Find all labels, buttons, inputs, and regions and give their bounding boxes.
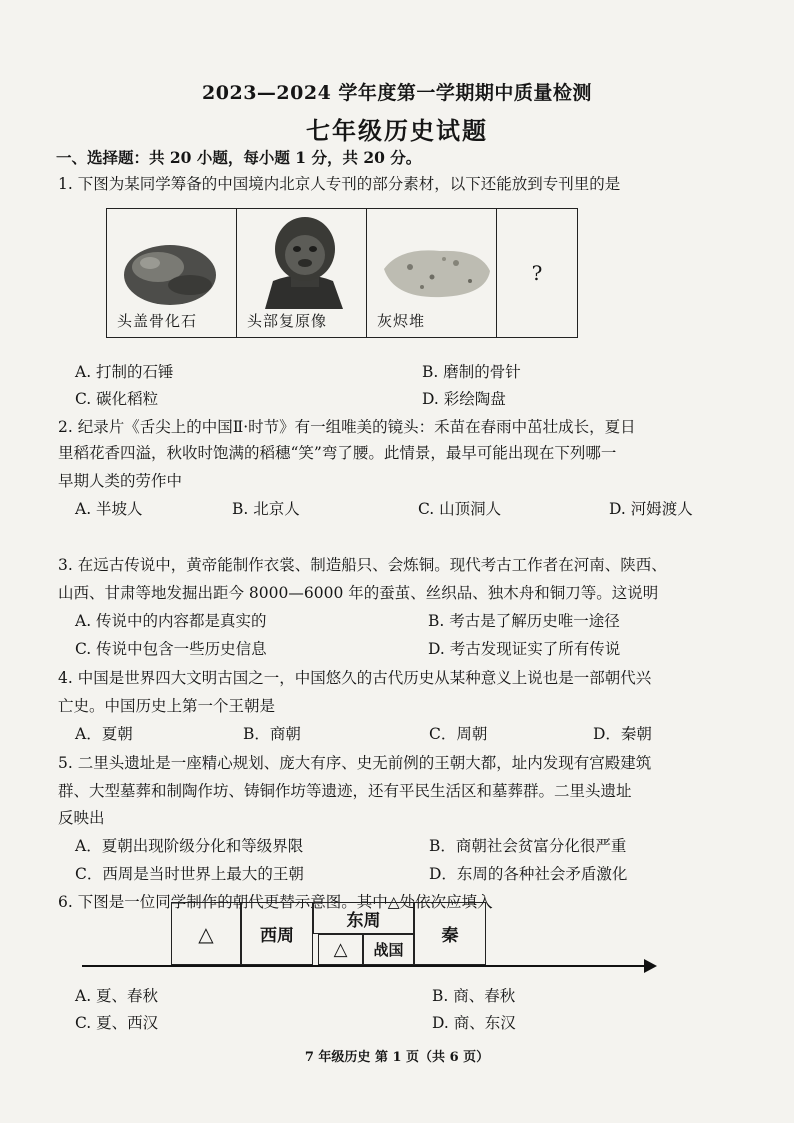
q1-picture-table <box>106 208 578 338</box>
q2-option-a: A. 半坡人 <box>75 500 143 518</box>
q4-stem-line1: 4. 中国是世界四大文明古国之一，中国悠久的古代历史从某种意义上说也是一部朝代兴 <box>58 669 652 687</box>
caption-skull-fossil: 头盖骨化石 <box>117 312 198 330</box>
q3-option-b: B. 考古是了解历史唯一途径 <box>428 612 620 630</box>
exam-subtitle: 七年级历史试题 <box>306 116 488 145</box>
q3-option-a: A. 传说中的内容都是真实的 <box>75 612 267 630</box>
exam-title: 2023—2024 学年度第一学期期中质量检测 <box>202 82 592 104</box>
skull-fossil-image <box>110 223 240 318</box>
q1-option-d: D. 彩绘陶盘 <box>422 390 506 408</box>
ash-heap-image <box>370 229 500 319</box>
q2-option-c: C. 山顶洞人 <box>418 500 502 518</box>
q5-option-a: A．夏朝出现阶级分化和等级界限 <box>75 837 304 855</box>
q6-option-d: D. 商、东汉 <box>432 1014 516 1032</box>
caption-head-reconstruction: 头部复原像 <box>247 312 328 330</box>
ash-heap-cell <box>367 209 497 337</box>
q2-stem-line3: 早期人类的劳作中 <box>58 472 183 490</box>
q3-option-c: C. 传说中包含一些历史信息 <box>75 640 267 658</box>
q6-option-c: C. 夏、西汉 <box>75 1014 159 1032</box>
q6-stem: 6. 下图是一位同学制作的朝代更替示意图。其中△处依次应填入 <box>58 893 493 911</box>
q5-option-c: C．西周是当时世界上最大的王朝 <box>75 865 304 883</box>
q2-option-d: D. 河姆渡人 <box>609 500 693 518</box>
q5-stem-line2: 群、大型墓葬和制陶作坊、铸铜作坊等遗迹，还有平民生活区和墓葬群。二里头遗址 <box>58 782 632 800</box>
timeline-blank-1: △ <box>171 902 241 965</box>
q4-option-c: C．周朝 <box>429 725 488 743</box>
q1-stem: 1. 下图为某同学筹备的中国境内北京人专刊的部分素材，以下还能放到专刊里的是 <box>58 175 621 193</box>
q1-option-a: A. 打制的石锤 <box>75 363 174 381</box>
q4-option-d: D．秦朝 <box>593 725 652 743</box>
q6-option-a: A. 夏、春秋 <box>75 987 159 1005</box>
timeline-axis <box>82 965 648 967</box>
q1-option-b: B. 磨制的骨针 <box>422 363 521 381</box>
q3-stem-line1: 3. 在远古传说中，黄帝能制作衣裳、制造船只、会炼铜。现代考古工作者在河南、陕西、 <box>58 556 667 574</box>
q1-option-c: C. 碳化稻粒 <box>75 390 159 408</box>
q4-stem-line2: 亡史。中国历史上第一个王朝是 <box>58 697 276 715</box>
timeline-xizhou: 西周 <box>241 902 313 965</box>
q3-stem-line2: 山西、甘肃等地发掘出距今 8000—6000 年的蚕茧、丝织品、独木舟和铜刀等。这说明 <box>58 584 659 602</box>
page-footer: 7 年级历史 第 1 页（共 6 页） <box>304 1050 490 1065</box>
q2-option-b: B. 北京人 <box>232 500 300 518</box>
head-reconstruction-image <box>243 211 363 311</box>
q5-option-b: B．商朝社会贫富分化很严重 <box>429 837 627 855</box>
q3-option-d: D. 考古发现证实了所有传说 <box>428 640 621 658</box>
unknown-item-cell <box>497 209 577 337</box>
q4-option-b: B．商朝 <box>243 725 301 743</box>
timeline-blank-2: △ <box>318 934 363 965</box>
section-heading: 一、选择题：共 20 小题，每小题 1 分，共 20 分。 <box>56 148 422 167</box>
timeline-zhanguo: 战国 <box>363 934 414 965</box>
q5-stem-line1: 5. 二里头遗址是一座精心规划、庞大有序、史无前例的王朝大都，址内发现有宫殿建筑 <box>58 754 652 772</box>
timeline-qin: 秦 <box>414 902 486 965</box>
head-reconstruction-cell <box>237 209 367 337</box>
q5-option-d: D．东周的各种社会矛盾激化 <box>429 865 628 883</box>
caption-ash-heap: 灰烬堆 <box>377 312 426 330</box>
q6-option-b: B. 商、春秋 <box>432 987 516 1005</box>
q2-stem-line1: 2. 纪录片《舌尖上的中国Ⅱ·时节》有一组唯美的镜头：禾苗在春雨中茁壮成长，夏日 <box>58 418 636 436</box>
timeline-arrow-head-icon <box>644 959 657 973</box>
q4-option-a: A．夏朝 <box>75 725 133 743</box>
q5-stem-line3: 反映出 <box>58 809 105 827</box>
q2-stem-line2: 里稻花香四溢，秋收时饱满的稻穗“笑”弯了腰。此情景，最早可能出现在下列哪一 <box>58 444 617 462</box>
timeline-dongzhou: 东周 <box>313 902 414 934</box>
skull-fossil-cell <box>107 209 237 337</box>
question-mark: ? <box>531 261 543 285</box>
